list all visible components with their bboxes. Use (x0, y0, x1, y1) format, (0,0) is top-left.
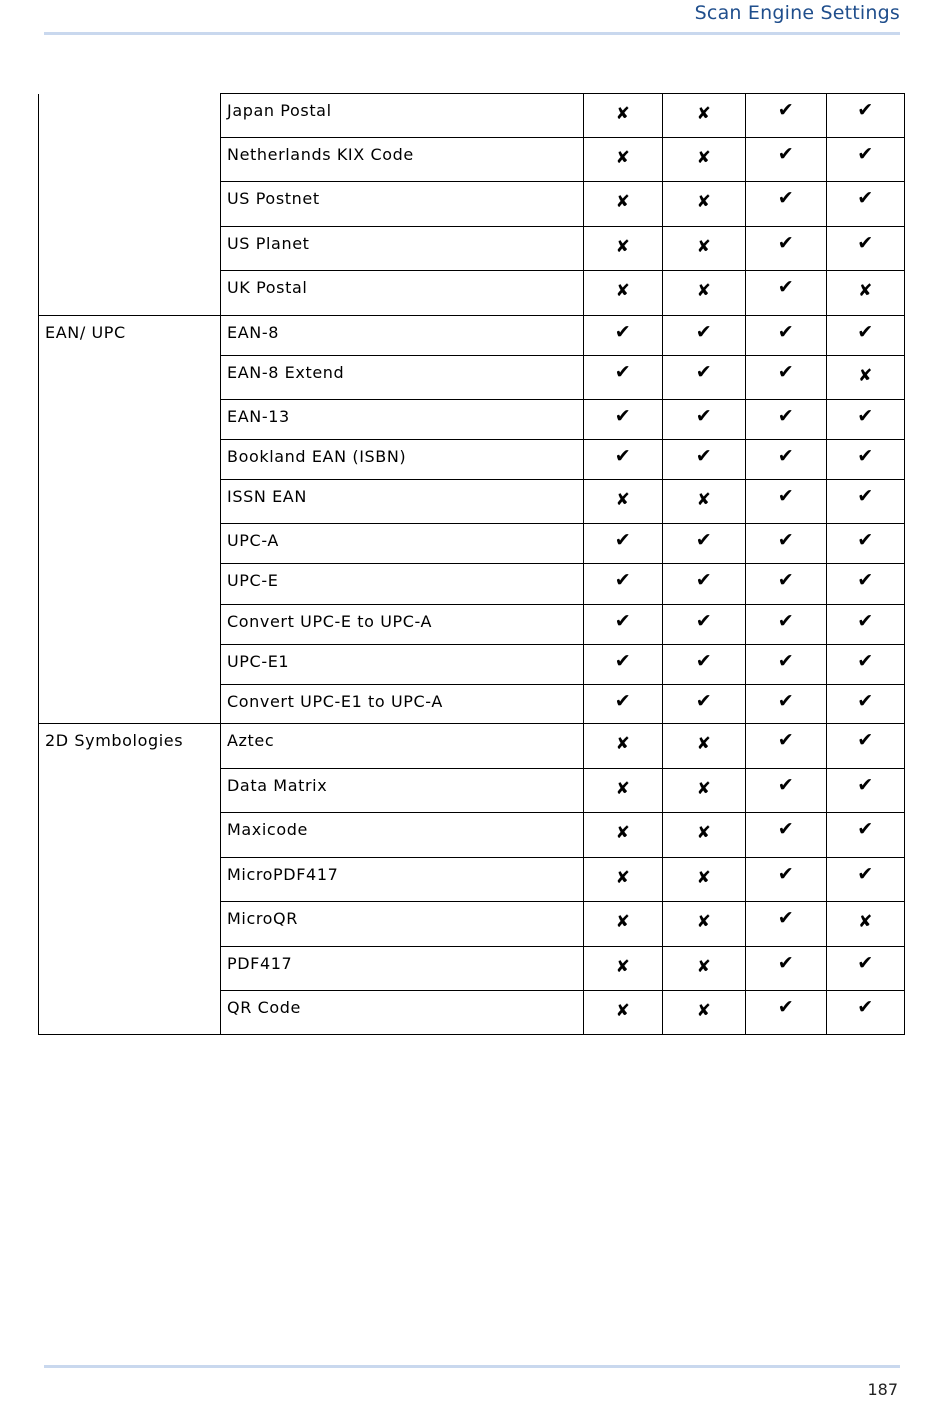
cross-icon: ✘ (615, 912, 631, 932)
support-cell (663, 991, 746, 1035)
support-cell (663, 645, 746, 685)
support-cell (584, 440, 663, 480)
group-label-cell: EAN/ UPC (39, 316, 221, 724)
support-cell (663, 480, 746, 524)
support-cell (746, 480, 827, 524)
cross-icon: ✘ (696, 237, 712, 257)
symbology-name-cell: ISSN EAN (221, 480, 584, 524)
support-cell (746, 138, 827, 182)
checkmark-icon: ✔ (777, 650, 795, 672)
symbology-name-cell: Japan Postal (221, 94, 584, 138)
support-cell (746, 400, 827, 440)
support-cell (663, 724, 746, 769)
checkmark-icon: ✔ (777, 996, 795, 1018)
support-cell (746, 947, 827, 991)
support-cell (663, 182, 746, 227)
support-cell (746, 991, 827, 1035)
support-cell (746, 605, 827, 645)
table-row (39, 724, 905, 769)
cross-icon: ✘ (615, 957, 631, 977)
support-cell (827, 316, 905, 356)
support-cell (827, 271, 905, 316)
checkmark-icon: ✔ (695, 610, 713, 632)
checkmark-icon: ✔ (857, 863, 874, 885)
checkmark-icon: ✔ (614, 610, 632, 632)
support-cell (746, 685, 827, 724)
symbology-name-cell: MicroQR (221, 902, 584, 947)
cross-icon: ✘ (696, 1001, 712, 1021)
checkmark-icon: ✔ (857, 569, 874, 591)
cross-icon: ✘ (615, 281, 631, 301)
support-cell (827, 480, 905, 524)
support-cell (663, 227, 746, 271)
checkmark-icon: ✔ (614, 361, 632, 383)
cross-icon: ✘ (696, 490, 712, 510)
cross-icon: ✘ (696, 912, 712, 932)
symbology-name-cell: EAN-8 (221, 316, 584, 356)
support-cell (584, 902, 663, 947)
support-cell (746, 227, 827, 271)
checkmark-icon: ✔ (857, 485, 874, 507)
support-cell (827, 813, 905, 858)
checkmark-icon: ✔ (777, 187, 795, 209)
support-cell (663, 858, 746, 902)
checkmark-icon: ✔ (777, 99, 795, 121)
cross-icon: ✘ (615, 734, 631, 754)
support-cell (746, 769, 827, 813)
checkmark-icon: ✔ (614, 650, 632, 672)
support-cell (746, 902, 827, 947)
checkmark-icon: ✔ (614, 321, 632, 343)
checkmark-icon: ✔ (857, 321, 874, 343)
checkmark-icon: ✔ (614, 529, 632, 551)
support-cell (746, 524, 827, 564)
footer-divider (44, 1365, 900, 1368)
support-cell (584, 316, 663, 356)
support-cell (746, 271, 827, 316)
cross-icon: ✘ (696, 823, 712, 843)
checkmark-icon: ✔ (614, 690, 632, 712)
support-cell (663, 524, 746, 564)
cross-icon: ✘ (696, 281, 712, 301)
support-cell (746, 645, 827, 685)
checkmark-icon: ✔ (857, 610, 874, 632)
group-label-cell: 2D Symbologies (39, 724, 221, 1035)
support-cell (746, 724, 827, 769)
checkmark-icon: ✔ (614, 405, 632, 427)
support-cell (584, 400, 663, 440)
checkmark-icon: ✔ (777, 529, 795, 551)
symbology-name-cell: MicroPDF417 (221, 858, 584, 902)
symbology-name-cell: Data Matrix (221, 769, 584, 813)
support-cell (827, 94, 905, 138)
support-cell (663, 356, 746, 400)
symbology-name-cell: PDF417 (221, 947, 584, 991)
cross-icon: ✘ (615, 104, 631, 124)
support-cell (584, 138, 663, 182)
support-cell (663, 316, 746, 356)
symbology-name-cell: US Postnet (221, 182, 584, 227)
checkmark-icon: ✔ (777, 276, 795, 298)
support-cell (746, 440, 827, 480)
support-cell (584, 991, 663, 1035)
checkmark-icon: ✔ (695, 405, 713, 427)
checkmark-icon: ✔ (857, 143, 874, 165)
checkmark-icon: ✔ (777, 863, 795, 885)
support-cell (827, 564, 905, 605)
symbology-table-body (39, 94, 905, 1035)
support-cell (827, 902, 905, 947)
group-label-cell (39, 94, 221, 316)
symbology-name-cell: EAN-8 Extend (221, 356, 584, 400)
support-cell (584, 947, 663, 991)
page-header-title: Scan Engine Settings (694, 2, 900, 24)
checkmark-icon: ✔ (695, 569, 713, 591)
symbology-name-cell: UK Postal (221, 271, 584, 316)
checkmark-icon: ✔ (857, 650, 874, 672)
checkmark-icon: ✔ (777, 485, 795, 507)
checkmark-icon: ✔ (857, 529, 874, 551)
checkmark-icon: ✔ (857, 187, 874, 209)
checkmark-icon: ✔ (857, 996, 874, 1018)
cross-icon: ✘ (696, 957, 712, 977)
support-cell (746, 858, 827, 902)
support-cell (827, 440, 905, 480)
checkmark-icon: ✔ (857, 232, 874, 254)
support-cell (584, 858, 663, 902)
support-cell (827, 685, 905, 724)
support-cell (663, 769, 746, 813)
checkmark-icon: ✔ (695, 690, 713, 712)
checkmark-icon: ✔ (695, 361, 713, 383)
symbology-name-cell: Aztec (221, 724, 584, 769)
support-cell (827, 524, 905, 564)
symbology-name-cell: Bookland EAN (ISBN) (221, 440, 584, 480)
symbology-name-cell: Convert UPC-E1 to UPC-A (221, 685, 584, 724)
cross-icon: ✘ (858, 281, 873, 301)
checkmark-icon: ✔ (777, 818, 795, 840)
checkmark-icon: ✔ (857, 99, 874, 121)
support-cell (584, 724, 663, 769)
checkmark-icon: ✔ (857, 405, 874, 427)
table-row (39, 94, 905, 138)
cross-icon: ✘ (615, 148, 631, 168)
support-cell (663, 440, 746, 480)
checkmark-icon: ✔ (777, 232, 795, 254)
support-cell (746, 564, 827, 605)
support-cell (663, 138, 746, 182)
checkmark-icon: ✔ (695, 445, 713, 467)
symbology-name-cell: UPC-E1 (221, 645, 584, 685)
support-cell (584, 94, 663, 138)
support-cell (663, 947, 746, 991)
checkmark-icon: ✔ (857, 445, 874, 467)
support-cell (584, 645, 663, 685)
support-cell (663, 400, 746, 440)
checkmark-icon: ✔ (614, 445, 632, 467)
support-cell (746, 182, 827, 227)
support-cell (827, 858, 905, 902)
support-cell (584, 227, 663, 271)
support-cell (827, 724, 905, 769)
checkmark-icon: ✔ (857, 729, 874, 751)
support-cell (746, 94, 827, 138)
cross-icon: ✘ (615, 868, 631, 888)
support-cell (663, 813, 746, 858)
cross-icon: ✘ (858, 366, 873, 386)
checkmark-icon: ✔ (777, 321, 795, 343)
symbology-name-cell: Netherlands KIX Code (221, 138, 584, 182)
support-cell (663, 94, 746, 138)
support-cell (584, 271, 663, 316)
support-cell (827, 605, 905, 645)
checkmark-icon: ✔ (777, 610, 795, 632)
cross-icon: ✘ (696, 734, 712, 754)
cross-icon: ✘ (696, 104, 712, 124)
checkmark-icon: ✔ (777, 774, 795, 796)
checkmark-icon: ✔ (777, 907, 795, 929)
support-cell (827, 400, 905, 440)
support-cell (584, 813, 663, 858)
symbology-name-cell: UPC-E (221, 564, 584, 605)
support-cell (663, 902, 746, 947)
table-row (39, 316, 905, 356)
support-cell (746, 316, 827, 356)
support-cell (584, 769, 663, 813)
checkmark-icon: ✔ (777, 729, 795, 751)
support-cell (584, 685, 663, 724)
support-cell (746, 813, 827, 858)
support-cell (584, 356, 663, 400)
checkmark-icon: ✔ (857, 818, 874, 840)
cross-icon: ✘ (615, 490, 631, 510)
support-cell (827, 645, 905, 685)
symbology-name-cell: Convert UPC-E to UPC-A (221, 605, 584, 645)
cross-icon: ✘ (696, 868, 712, 888)
cross-icon: ✘ (696, 192, 712, 212)
checkmark-icon: ✔ (777, 143, 795, 165)
checkmark-icon: ✔ (777, 952, 795, 974)
support-cell (584, 480, 663, 524)
cross-icon: ✘ (615, 779, 631, 799)
cross-icon: ✘ (696, 148, 712, 168)
support-cell (827, 138, 905, 182)
support-cell (827, 947, 905, 991)
symbology-name-cell: QR Code (221, 991, 584, 1035)
support-cell (584, 564, 663, 605)
cross-icon: ✘ (858, 912, 873, 932)
support-cell (584, 605, 663, 645)
checkmark-icon: ✔ (777, 361, 795, 383)
page-number: 187 (867, 1380, 898, 1399)
symbology-name-cell: US Planet (221, 227, 584, 271)
cross-icon: ✘ (615, 192, 631, 212)
support-cell (746, 356, 827, 400)
support-cell (827, 182, 905, 227)
checkmark-icon: ✔ (695, 529, 713, 551)
support-cell (827, 991, 905, 1035)
symbology-support-table (38, 93, 905, 1035)
support-cell (827, 356, 905, 400)
checkmark-icon: ✔ (777, 405, 795, 427)
cross-icon: ✘ (615, 823, 631, 843)
support-cell (663, 271, 746, 316)
checkmark-icon: ✔ (695, 321, 713, 343)
support-cell (663, 685, 746, 724)
support-cell (827, 227, 905, 271)
cross-icon: ✘ (615, 1001, 631, 1021)
checkmark-icon: ✔ (857, 774, 874, 796)
checkmark-icon: ✔ (614, 569, 632, 591)
checkmark-icon: ✔ (777, 445, 795, 467)
symbology-name-cell: UPC-A (221, 524, 584, 564)
support-cell (584, 524, 663, 564)
support-cell (663, 564, 746, 605)
checkmark-icon: ✔ (857, 952, 874, 974)
header-divider (44, 32, 900, 35)
symbology-name-cell: Maxicode (221, 813, 584, 858)
cross-icon: ✘ (615, 237, 631, 257)
checkmark-icon: ✔ (857, 690, 874, 712)
symbology-name-cell: EAN-13 (221, 400, 584, 440)
checkmark-icon: ✔ (777, 690, 795, 712)
cross-icon: ✘ (696, 779, 712, 799)
support-cell (584, 182, 663, 227)
support-cell (663, 605, 746, 645)
support-cell (827, 769, 905, 813)
checkmark-icon: ✔ (695, 650, 713, 672)
checkmark-icon: ✔ (777, 569, 795, 591)
